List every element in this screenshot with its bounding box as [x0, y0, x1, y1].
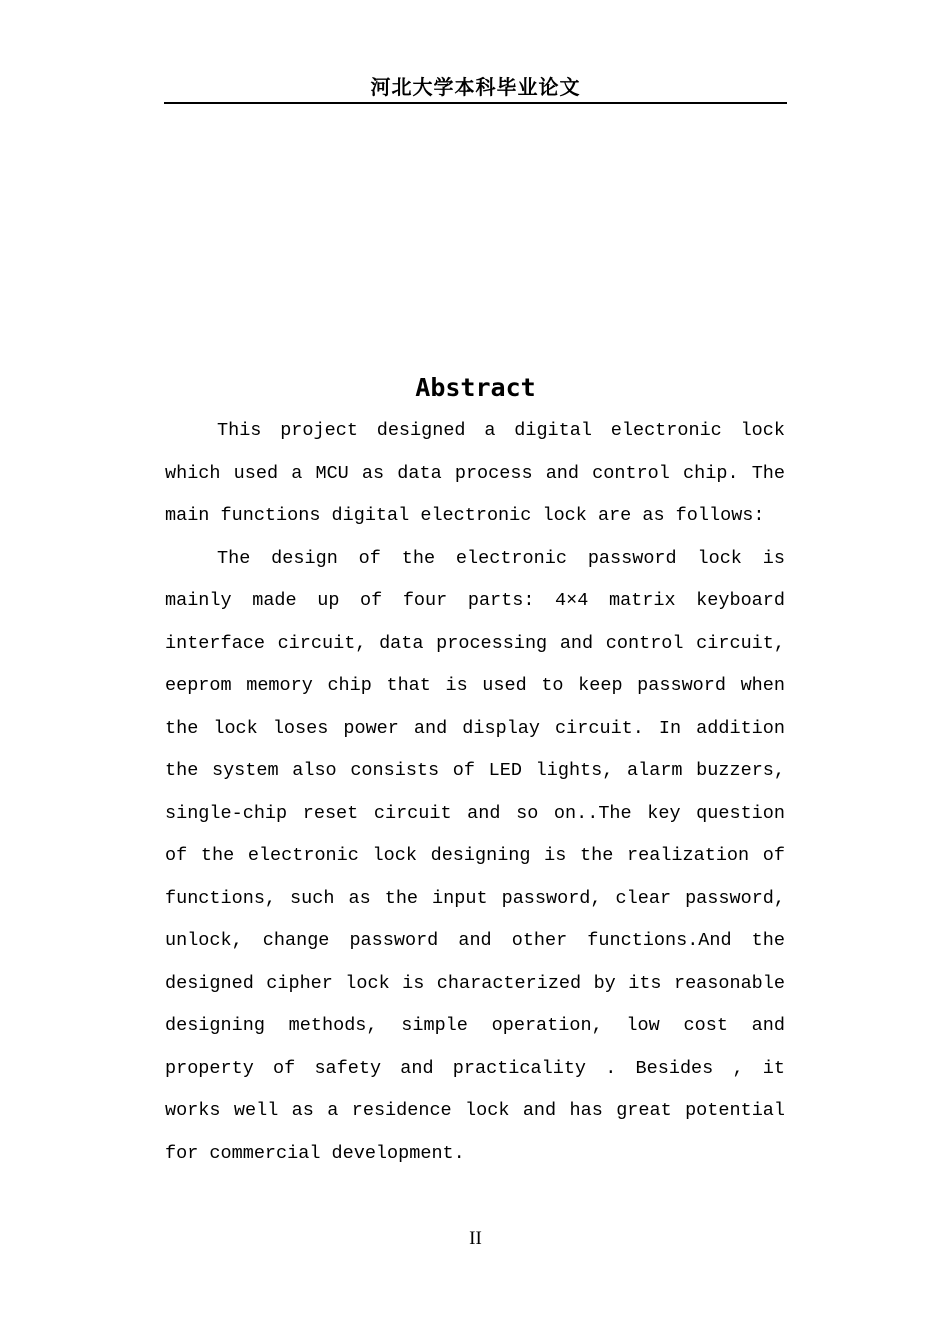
page-number: II: [469, 1228, 482, 1249]
abstract-paragraph-2: The design of the electronic password lock is mainly made up of four parts: 4×4 matrix keyboard interface circuit, data processing and control circuit, eeprom memory chip that is used to keep password when the lock loses power and display circuit. In addition the system also consists of LED lights, alarm buzzers, single-chip reset circuit and so on..The key question of the electronic lock designing is the realization of functions, such as the input password, clear password, unlock, change password and other functions.And the designed cipher lock is characterized by its reasonable designing methods, simple operation, low cost and property of safety and practicality . Besides , it works well as a residence lock and has great potential for commercial development.: [165, 547, 785, 1164]
abstract-paragraph-1: This project designed a digital electronic lock which used a MCU as data process and control chip. The main functions digital electronic lock are as follows:: [165, 420, 785, 526]
abstract-title: Abstract: [415, 373, 536, 402]
page-header: [164, 72, 787, 104]
abstract-body: [165, 410, 785, 1175]
header-title: 河北大学本科毕业论文: [370, 75, 581, 99]
